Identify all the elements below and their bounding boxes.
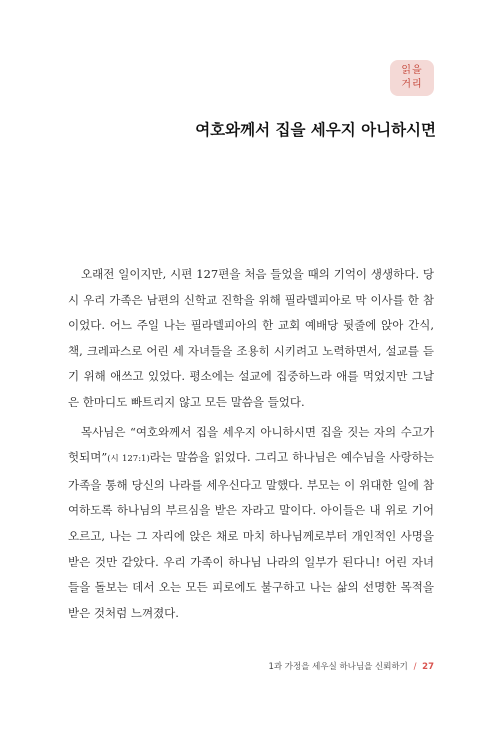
- reading-tag-line2: 거리: [401, 79, 423, 90]
- paragraph-2-start: 목사님은 “여호와께서 집을 세우지 아니하시면 집을 짓는 자의 수고가 헛되며”: [68, 424, 434, 465]
- footer-chapter: 1과 가정을 세우실 하나님을 신뢰하기: [268, 662, 408, 672]
- paragraph-2-end: 라는 말씀을 읽었다. 그리고 하나님은 예수님을 사랑하는 가족을 통해 당신의 나라를 세우신다고 말했다. 부모는 이 위대한 일에 참여하도록 하나님의 부르심을 받은 자라고 말이다. 아이들은 내 위로 기어오르고, 나는 그 자리에 앉은 채로 마치 하나님께로부터 개인적인 사명을 받은 것만 같았다. 우리 가족이 하나님 나라의 일부가 된다니! 어린 자녀들을 돌보는 데서 오는 모든 피로에도 불구하고 나는 삶의 선명한 목적을 받은 것처럼 느껴졌다.: [68, 450, 434, 620]
- page-footer: [268, 660, 434, 672]
- paragraph-2: [68, 420, 434, 627]
- section-title: 여호와께서 집을 세우지 아니하시면: [195, 121, 436, 139]
- reading-tag-line1: 읽을: [401, 65, 423, 76]
- footer-separator: /: [413, 662, 417, 672]
- scripture-reference: (시 127:1): [107, 454, 150, 465]
- page-number: 27: [422, 662, 434, 672]
- paragraph-1: 오래전 일이지만, 시편 127편을 처음 들었을 때의 기억이 생생하다. 당시 우리 가족은 남편의 신학교 진학을 위해 필라델피아로 막 이사를 한 참이었다. 어느 주일 나는 필라델피아의 한 교회 예배당 뒷줄에 앉아 간식, 책, 크레파스로 어린 세 자녀들을 조용히 시키려고 노력하면서, 설교를 듣기 위해 애쓰고 있었다. 평소에는 설교에 집중하느라 애를 먹었지만 그날은 한마디도 빠트리지 않고 모든 말씀을 들었다.: [68, 267, 434, 409]
- body-text: [68, 262, 434, 630]
- reading-tag: [390, 60, 434, 96]
